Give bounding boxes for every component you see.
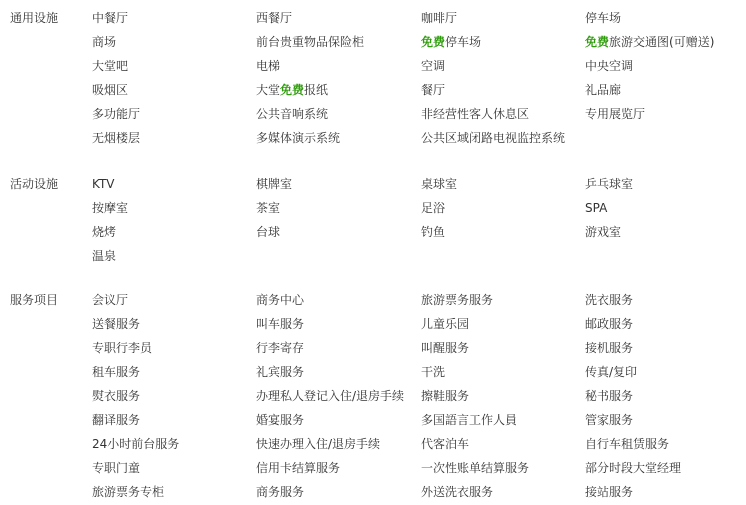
facility-item-text: 快速办理入住/退房手续 — [256, 437, 381, 451]
facility-item-text: 擦鞋服务 — [421, 389, 470, 403]
facility-item-text: 前台贵重物品保险柜 — [256, 35, 365, 49]
facility-item-text: 管家服务 — [585, 413, 634, 427]
facility-item-text: KTV — [92, 177, 115, 191]
facility-item — [256, 384, 421, 408]
facility-item-text: 会议厅 — [92, 293, 129, 307]
facility-item-text: 电梯 — [256, 59, 281, 73]
facility-item-text: 商务服务 — [256, 485, 305, 499]
facility-item — [585, 102, 745, 126]
facility-item-text: 干洗 — [421, 365, 446, 379]
facility-item — [256, 360, 421, 384]
facility-item-text: 旅游票务专柜 — [92, 485, 165, 499]
facility-item-text: 婚宴服务 — [256, 413, 305, 427]
facility-item — [256, 196, 421, 220]
facility-item — [92, 126, 256, 150]
free-highlight: 免费 — [280, 83, 305, 97]
facility-item — [421, 54, 585, 78]
facility-item-text: 儿童乐园 — [421, 317, 470, 331]
facility-item — [92, 244, 256, 268]
facility-item-text: 大堂吧 — [92, 59, 129, 73]
facility-item — [92, 288, 256, 312]
facility-item — [585, 360, 745, 384]
section-general-facilities — [0, 0, 746, 150]
facility-item-text: 按摩室 — [92, 201, 129, 215]
facility-item-text: 办理私人登记入住/退房手续 — [256, 389, 405, 403]
facility-item-text: 代客泊车 — [421, 437, 470, 451]
facility-item-text: 台球 — [256, 225, 281, 239]
facility-item-text: 租车服务 — [92, 365, 141, 379]
facility-item — [421, 78, 585, 102]
facility-item-text: 足浴 — [421, 201, 446, 215]
facility-item — [421, 172, 585, 196]
facility-item-text: 接机服务 — [585, 341, 634, 355]
facility-item-text: 邮政服务 — [585, 317, 634, 331]
facility-item — [256, 30, 421, 54]
facility-item-text: 公共音响系统 — [256, 107, 329, 121]
facility-item-text: 多国語言工作人員 — [421, 413, 518, 427]
facility-item-text: 专职行李员 — [92, 341, 153, 355]
facility-item-text: 非经营性客人休息区 — [421, 107, 530, 121]
facility-item-text: 熨衣服务 — [92, 389, 141, 403]
facility-item — [585, 6, 745, 30]
facility-item — [421, 288, 585, 312]
facility-grid — [92, 288, 745, 504]
facility-item-text: 报纸 — [304, 83, 329, 97]
facility-item — [421, 384, 585, 408]
facility-item-text: 商场 — [92, 35, 117, 49]
facility-item — [92, 102, 256, 126]
facility-item-text: 桌球室 — [421, 177, 458, 191]
facility-item — [585, 336, 745, 360]
facility-item — [421, 336, 585, 360]
facility-item-text: 自行车租赁服务 — [585, 437, 670, 451]
facility-item-text: 礼宾服务 — [256, 365, 305, 379]
facility-item-text: 棋牌室 — [256, 177, 293, 191]
facility-item — [585, 54, 745, 78]
facility-item-text: 多功能厅 — [92, 107, 141, 121]
facility-item-text: 传真/复印 — [585, 365, 638, 379]
facility-item-text: 停车场 — [585, 11, 622, 25]
facility-item-text: 多媒体演示系统 — [256, 131, 341, 145]
facility-item — [421, 30, 585, 54]
facility-item — [421, 196, 585, 220]
facility-item-text: 叫车服务 — [256, 317, 305, 331]
facility-item — [256, 126, 421, 150]
facility-item-text: 部分时段大堂经理 — [585, 461, 682, 475]
facility-item — [92, 408, 256, 432]
facility-item — [92, 480, 256, 504]
facility-item — [256, 172, 421, 196]
facility-item-text: 吸烟区 — [92, 83, 129, 97]
section-service-items — [0, 288, 746, 504]
facility-item — [256, 54, 421, 78]
facility-item — [92, 6, 256, 30]
facility-item — [92, 196, 256, 220]
facility-item-text: 秘书服务 — [585, 389, 634, 403]
facility-item — [585, 30, 745, 54]
facility-item-text: 西餐厅 — [256, 11, 293, 25]
facility-item-text: 茶室 — [256, 201, 281, 215]
facility-item-text: 旅游交通图(可赠送) — [609, 35, 715, 49]
facility-item-text: 乒乓球室 — [585, 177, 634, 191]
facility-item — [92, 30, 256, 54]
facility-item-text: 停车场 — [445, 35, 482, 49]
facility-item-text: 公共区域闭路电视监控系统 — [421, 131, 566, 145]
facility-item — [585, 312, 745, 336]
facility-item-text: 信用卡结算服务 — [256, 461, 341, 475]
facility-item — [256, 78, 421, 102]
facility-item — [585, 456, 745, 480]
facility-item — [421, 480, 585, 504]
facility-item — [421, 432, 585, 456]
facility-item — [256, 288, 421, 312]
facility-item — [92, 172, 256, 196]
facility-item — [421, 408, 585, 432]
facility-item-text: 餐厅 — [421, 83, 446, 97]
facility-item — [92, 220, 256, 244]
facility-item — [585, 432, 745, 456]
facility-item — [92, 384, 256, 408]
facility-item — [421, 456, 585, 480]
free-highlight: 免费 — [421, 35, 446, 49]
section-activity-facilities — [0, 172, 746, 268]
facility-item — [585, 172, 745, 196]
facility-item-text: 接站服务 — [585, 485, 634, 499]
facility-item-text: 旅游票务服务 — [421, 293, 494, 307]
facility-item — [256, 408, 421, 432]
facility-item — [256, 336, 421, 360]
facility-item — [421, 6, 585, 30]
facility-item-text: SPA — [585, 201, 608, 215]
facility-item-text: 钓鱼 — [421, 225, 446, 239]
facility-item — [585, 288, 745, 312]
facility-item-text: 咖啡厅 — [421, 11, 458, 25]
facility-item — [256, 220, 421, 244]
facility-item-text: 中餐厅 — [92, 11, 129, 25]
facility-item — [421, 312, 585, 336]
facility-grid — [92, 6, 745, 150]
facility-item — [585, 196, 745, 220]
facility-item-text: 空调 — [421, 59, 446, 73]
facility-item — [256, 312, 421, 336]
facility-item — [92, 456, 256, 480]
facility-item — [585, 384, 745, 408]
facility-item-text: 大堂 — [256, 83, 281, 97]
facility-item-text: 中央空调 — [585, 59, 634, 73]
facility-item-text: 送餐服务 — [92, 317, 141, 331]
facility-item — [585, 408, 745, 432]
facility-item — [92, 336, 256, 360]
facility-item — [256, 480, 421, 504]
facility-item-text: 24小时前台服务 — [92, 437, 180, 451]
facility-item — [421, 360, 585, 384]
facility-item-text: 专用展览厅 — [585, 107, 646, 121]
facility-item — [421, 102, 585, 126]
facility-item-text: 温泉 — [92, 249, 117, 263]
free-highlight: 免费 — [585, 35, 610, 49]
facility-item — [256, 6, 421, 30]
facility-item — [585, 480, 745, 504]
facility-item — [585, 220, 745, 244]
facility-item — [92, 312, 256, 336]
facility-item-text: 一次性账单结算服务 — [421, 461, 530, 475]
facility-item — [92, 54, 256, 78]
facility-item-text: 专职门童 — [92, 461, 141, 475]
facility-item-text: 洗衣服务 — [585, 293, 634, 307]
facility-item-text: 翻译服务 — [92, 413, 141, 427]
facility-item — [92, 360, 256, 384]
facility-item — [92, 432, 256, 456]
facility-item — [256, 456, 421, 480]
facility-item-text: 无烟楼层 — [92, 131, 141, 145]
section-title: 活动设施 — [10, 177, 59, 191]
facility-item — [421, 220, 585, 244]
facility-item-text: 叫醒服务 — [421, 341, 470, 355]
facility-item — [92, 78, 256, 102]
facility-item-text: 行李寄存 — [256, 341, 305, 355]
facility-grid — [92, 172, 745, 268]
facility-item — [256, 432, 421, 456]
facility-item-text: 商务中心 — [256, 293, 305, 307]
facility-item — [585, 78, 745, 102]
facility-item — [421, 126, 585, 150]
section-title: 通用设施 — [10, 11, 59, 25]
facility-item-text: 礼品廊 — [585, 83, 622, 97]
facility-item-text: 外送洗衣服务 — [421, 485, 494, 499]
section-title: 服务项目 — [10, 293, 59, 307]
facility-item-text: 烧烤 — [92, 225, 117, 239]
facility-item — [256, 102, 421, 126]
facility-item-text: 游戏室 — [585, 225, 622, 239]
